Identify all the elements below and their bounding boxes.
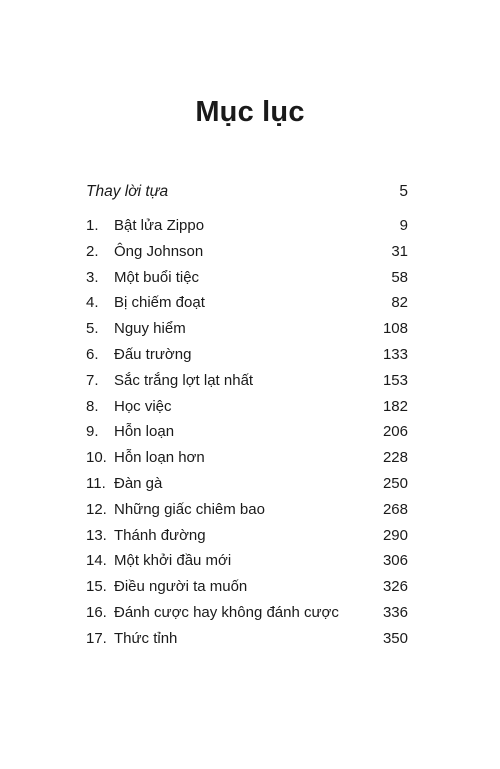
toc-entry-number: 1. (86, 217, 99, 234)
toc-entry-page: 58 (391, 268, 408, 286)
toc-entry (86, 552, 408, 578)
toc-entry-title: Sắc trắng lợt lạt nhất (114, 371, 254, 389)
toc-entry-page: 82 (391, 294, 408, 312)
toc-entry (86, 243, 408, 269)
toc-entry-title: Đàn gà (114, 474, 163, 492)
toc-entry (86, 320, 408, 346)
toc-entry (86, 398, 408, 424)
toc-entry-page: 350 (382, 629, 408, 647)
toc-entry-page: 133 (382, 345, 408, 363)
toc-entry-page: 290 (382, 526, 408, 544)
toc-entry-title: Điều người ta muốn (114, 578, 248, 596)
toc-entry-number: 6. (86, 345, 99, 363)
toc-entry-number: 4. (86, 294, 99, 312)
toc-entry-title: Bị chiếm đoạt (114, 294, 205, 312)
toc-entry (86, 217, 408, 243)
toc-entry-title: Những giấc chiêm bao (114, 500, 265, 518)
toc-entry (86, 269, 408, 295)
toc-entry-number: 10. (86, 449, 107, 467)
toc-preface (86, 183, 408, 211)
toc-entry-title: Đấu trường (114, 345, 192, 363)
toc-entry-page: 206 (382, 423, 408, 441)
toc-entry (86, 527, 408, 553)
toc-entry-title: Hỗn loạn hơn (114, 449, 205, 467)
toc-entry-title: Nguy hiểm (114, 320, 186, 338)
toc-entry-number: 8. (86, 397, 99, 415)
table-of-contents (86, 183, 408, 656)
toc-entry-page: 228 (382, 449, 408, 467)
toc-entry-number: 16. (86, 603, 107, 621)
toc-entry (86, 346, 408, 372)
toc-entry-title: Học việc (114, 397, 172, 415)
toc-list (86, 217, 408, 656)
toc-preface-title: Thay lời tựa (86, 183, 169, 200)
toc-entry (86, 423, 408, 449)
toc-entry-title: Đánh cược hay không đánh cược (114, 603, 339, 621)
toc-entry-title: Hỗn loạn (114, 423, 175, 441)
toc-entry-page: 153 (382, 371, 408, 389)
toc-entry-number: 13. (86, 526, 107, 544)
toc-entry (86, 449, 408, 475)
toc-entry-page: 108 (382, 320, 408, 338)
page-title: Mục lục (195, 96, 305, 128)
toc-entry-number: 3. (86, 268, 99, 286)
toc-entry-page: 9 (399, 217, 408, 234)
toc-entry-title: Một khởi đầu mới (114, 552, 232, 570)
toc-preface-page: 5 (399, 183, 408, 200)
toc-entry-number: 7. (86, 371, 99, 389)
toc-entry (86, 501, 408, 527)
toc-entry-number: 12. (86, 500, 107, 518)
toc-entry-page: 182 (382, 397, 408, 415)
toc-entry-number: 2. (86, 242, 99, 260)
toc-entry-title: Thức tỉnh (114, 629, 178, 647)
toc-entry-page: 306 (382, 552, 408, 570)
toc-entry-number: 14. (86, 552, 107, 570)
toc-entry-title: Thánh đường (114, 526, 206, 544)
toc-entry-number: 17. (86, 629, 107, 647)
toc-entry-page: 268 (382, 500, 408, 518)
toc-entry (86, 604, 408, 630)
toc-entry (86, 475, 408, 501)
toc-entry-page: 336 (382, 603, 408, 621)
toc-entry (86, 372, 408, 398)
toc-entry-title: Bật lửa Zippo (114, 217, 205, 234)
toc-entry (86, 630, 408, 656)
toc-entry-page: 326 (382, 578, 408, 596)
toc-entry-number: 11. (86, 474, 106, 492)
toc-entry-number: 9. (86, 423, 99, 441)
toc-entry-title: Ông Johnson (114, 242, 204, 260)
toc-entry (86, 578, 408, 604)
toc-entry-number: 5. (86, 320, 99, 338)
toc-entry (86, 294, 408, 320)
toc-entry-page: 250 (382, 474, 408, 492)
toc-entry-page: 31 (391, 242, 408, 260)
toc-entry-number: 15. (86, 578, 107, 596)
toc-entry-title: Một buổi tiệc (114, 268, 200, 286)
